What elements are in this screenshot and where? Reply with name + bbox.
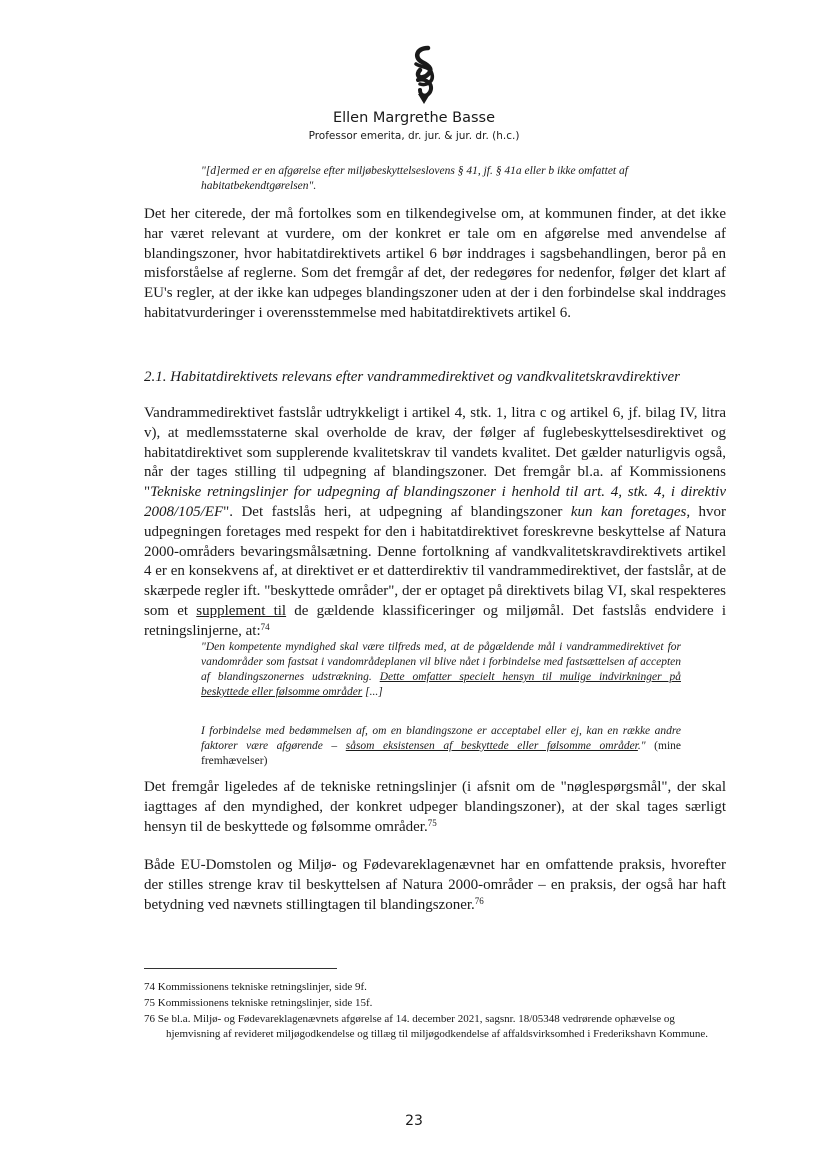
bq2-text-a: I forbindelse med bedømmelsen af, om en blandingszone er acceptabel eller ej, kan en række andre faktorer være afgørende – — [201, 725, 681, 752]
author-title: Professor emerita, dr. jur. & jur. dr. (h.c.) — [308, 130, 520, 142]
bq1-underlined: Dette omfatter specielt hensyn til mulige indvirkninger på beskyttede eller følsomme områder — [201, 671, 681, 698]
footnote-74: 74 Kommissionens tekniske retningslinjer, side 9f. — [144, 981, 367, 993]
p2-text-g: de gældende klassificeringer og miljømål. Det fastslås endvidere i retningslinjerne, at: — [144, 602, 726, 639]
footnote-76: 76 Se bl.a. Miljø- og Fødevareklagenævnets afgørelse af 14. december 2021, sagsnr. 18/05348 vedrørende ophævelse og hjemvisning af revideret miljøgodkendelse og tillæg til miljøgodkendelse af affaldsvirksomhed i Frederikshavn Kommune. — [144, 1013, 709, 1040]
p2-guideline-title: Tekniske retningslinjer for udpegning af blandingszoner i henhold til art. 4, stk. 4, i direktiv 2008/105/EF — [144, 484, 726, 520]
blockquote-2 — [201, 724, 681, 769]
author-name: Ellen Margrethe Basse — [332, 110, 496, 126]
bq1-text-c: [...] — [362, 686, 383, 698]
blockquote-1 — [201, 640, 681, 700]
p3-text: Det fremgår ligeledes af de tekniske retningslinjer (i afsnit om de "nøglespørgsmål", der skal iagttages af den myndighed, der konkret udpeger blandingszoner), at der skal tages særligt hensyn til de beskyttede og følsomme områder. — [144, 779, 726, 835]
section-heading: 2.1. Habitatdirektivets relevans efter vandrammedirektivet og vandkvalitetskravdirektiver — [144, 369, 680, 385]
intro-quote: "[d]ermed er en afgørelse efter miljøbeskyttelseslovens § 41, jf. § 41a eller b ikke omfattet af habitatbekendtgørelsen". — [201, 165, 628, 192]
bq1-text-a: "Den kompetente myndighed skal være tilfreds med, at de pågældende mål i vandrammedirektivet for vandområder som fastsat i vandområdeplanen vil blive nået i forbindelse med fastsættelsen af accepten af blandingszonernes udstrækning. — [201, 641, 681, 683]
page-number: 23 — [405, 1113, 423, 1129]
monogram-logo-icon — [404, 44, 444, 106]
paragraph-4 — [144, 856, 726, 915]
footnote-divider — [144, 968, 337, 969]
paragraph-3 — [144, 778, 726, 837]
p2-emphasis: kun kan foretages — [570, 503, 687, 520]
p2-underlined: supplement til — [196, 602, 287, 619]
paragraph-1: Det her citerede, der må fortolkes som en tilkendegivelse om, at kommunen finder, at det ikke har været relevant at vurdere, om der konkret er tale om en afgørelse med anvendelse af blandingszoner, hvor habitatdirektivets artikel 6 bør inddrages i sagsbehandlingen, beror på en misforståelse af reglerne. Som det fremgår af det, der redegøres for nedenfor, følger det klart af EU's regler, at der ikke kan udpeges blandingszoner uden at der i den forbindelse skal inddrages habitatvurderinger i overensstemmelse med habitatdirektivets artikel 6. — [144, 206, 726, 321]
footnote-75: 75 Kommissionens tekniske retningslinjer, side 15f. — [144, 997, 373, 1009]
footnote-ref-74: 74 — [260, 621, 270, 632]
paragraph-2 — [144, 404, 726, 642]
footnote-ref-76: 76 — [474, 895, 484, 906]
p2-text-a: Vandrammedirektivet fastslår udtrykkeligt i artikel 4, stk. 1, litra c og artikel 6, jf. bilag IV, litra v), at medlemsstaterne skal overholde de krav, der følger af fuglebeskyttelsesdirektivet og habitatdirektivet som supplerende kvalitetskrav til vandets kvalitet. Det gælder naturligvis også, når der tages stilling til udpegning af blandingszoner. Det fremgår bl.a. af Kommissionens " — [144, 405, 726, 501]
p2-text-e: , hvor udpegningen foretages med respekt for den i habitatdirektivet foreskrevne beskyttelse af Natura 2000-områders bevaringsmålsætning. Denne fortolkning af vandkvalitetskravdirektivets artikel 4 er en konsekvens af, at direktivet er et datterdirektiv til vandrammedirektivet, der fastslår, at de skærpede regler ift. "beskyttede områder", der er optaget på direktivets bilag VI, skal respekteres som et — [144, 503, 727, 619]
p2-text-c: ". Det fastslås heri, at udpegning af blandingszoner — [223, 503, 571, 520]
bq2-text-c: ." — [637, 740, 646, 752]
bq2-underlined: såsom eksistensen af beskyttede eller følsomme områder — [345, 740, 638, 752]
p4-text: Både EU-Domstolen og Miljø- og Fødevareklagenævnet har en omfattende praksis, hvorefter der stilles strenge krav til beskyttelsen af Natura 2000-områder – en praksis, der også har haft betydning ved nævnets stillingtagen til blandingszoner. — [144, 857, 726, 913]
footnote-ref-75: 75 — [427, 817, 437, 828]
bq2-note: (mine fremhævelser) — [201, 740, 681, 767]
